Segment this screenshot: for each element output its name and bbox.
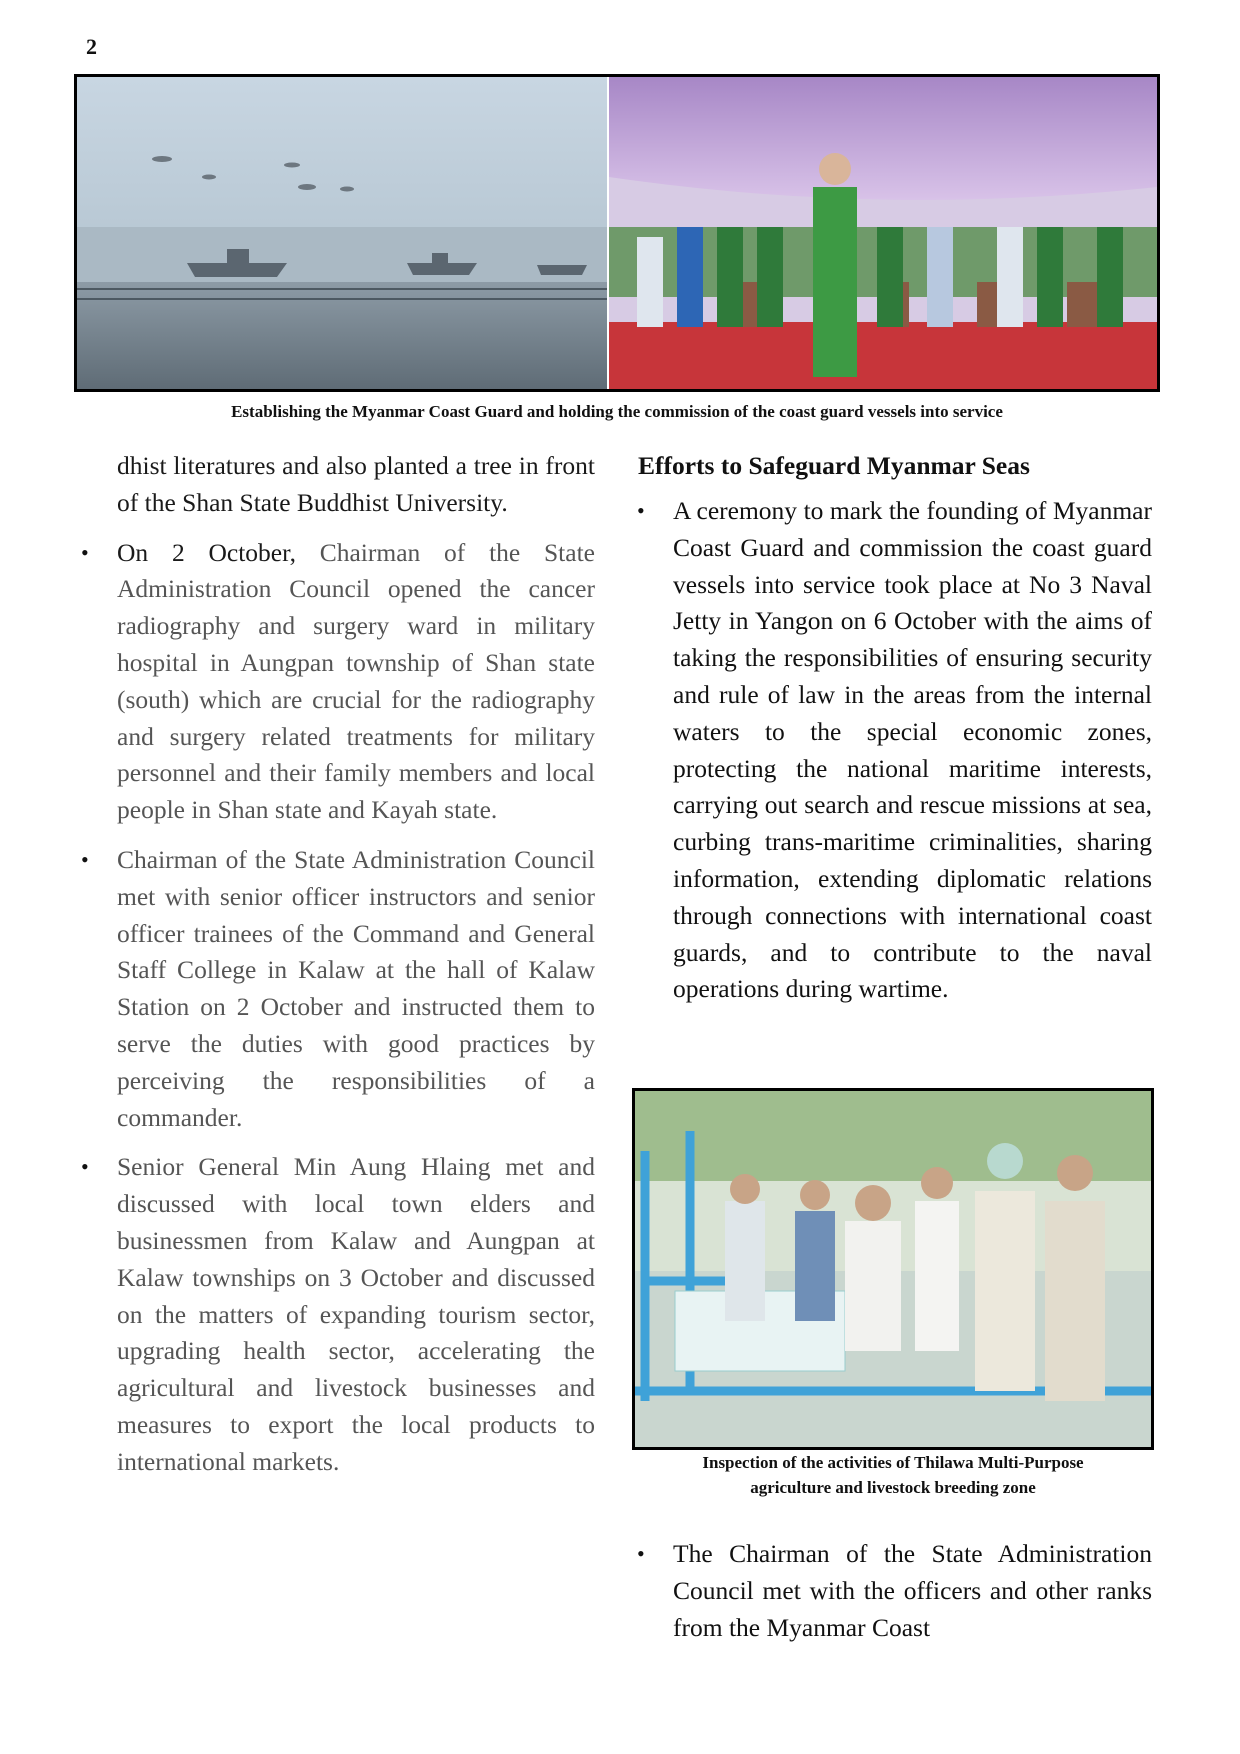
list-item [637, 1536, 1152, 1646]
top-photo-caption: Establishing the Myanmar Coast Guard and holding the commission of the coast guard vessels into service [231, 402, 1003, 421]
bullet-text: A ceremony to mark the founding of Myanmar Coast Guard and commission the coast guard vessels into service took place at No 3 Naval Jetty in Yangon on 6 October with the aims of taking the responsibilities of ensuring security and rule of law in the areas from the internal waters to the special economic zones, protecting the national maritime interests, carrying out search and rescue missions at sea, curbing trans-maritime criminalities, sharing information, extending diplomatic relations through connections with international coast guards, and to contribute to the naval operations during wartime. [673, 496, 1152, 1004]
sea [77, 227, 607, 287]
section-heading: Efforts to Safeguard Myanmar Seas [638, 451, 1030, 480]
list-item [81, 1149, 595, 1480]
bullet-text: The Chairman of the State Administration Council met with the officers and other ranks from the Myanmar Coast [673, 1539, 1152, 1642]
bullet-icon: • [81, 1154, 89, 1180]
intro-paragraph: dhist literatures and also planted a tree in front of the Shan State Buddhist University. [117, 451, 595, 517]
inspection-caption-line2: agriculture and livestock breeding zone [750, 1478, 1036, 1497]
bullet-icon: • [637, 498, 645, 523]
list-item [81, 842, 595, 1136]
left-column [81, 448, 595, 1494]
canopy [609, 77, 1157, 200]
page-number: 2 [86, 34, 97, 59]
right-column [638, 448, 1152, 1021]
bullet-icon: • [637, 1541, 645, 1566]
sky [77, 77, 607, 247]
inspection-caption-line1: Inspection of the activities of Thilawa Multi-Purpose [702, 1453, 1084, 1472]
inspection-photo [635, 1091, 1151, 1447]
bullet-icon: • [81, 846, 89, 872]
bullet-icon: • [81, 539, 89, 565]
inspection-photo-frame [632, 1088, 1154, 1450]
right-column-bottom [637, 1536, 1152, 1659]
list-item [637, 493, 1152, 1008]
bullet-text: Senior General Min Aung Hlaing met and discussed with local town elders and businessmen from Kalaw and Aungpan at Kalaw townships on 3 October and discussed on the matters of expanding tourism sector, upgrading health sector, accelerating the agricultural and livestock businesses and measures to export the local products to international markets. [117, 1152, 595, 1476]
bullet-lead: On 2 October, [117, 537, 296, 567]
inspection-caption [632, 1450, 1154, 1500]
top-photo-frame [74, 74, 1160, 392]
bullet-text: Chairman of the State Administration Council met with senior officer instructors and senior officer trainees of the Command and General Staff College in Kalaw at the hall of Kalaw Station on 2 October and instructed them to serve the duties with good practices by perceiving the responsibilities of a commander. [117, 844, 595, 1132]
list-item [81, 535, 595, 829]
bullet-text: Chairman of the State Administration Council opened the cancer radiography and surgery ward in military hospital in Aungpan township of Shan state (south) which are crucial for the radiography and surgery related treatments for military personnel and their family members and local people in Shan state and Kayah state. [117, 537, 595, 825]
red-carpet [609, 322, 1157, 389]
top-photo [77, 77, 1157, 389]
